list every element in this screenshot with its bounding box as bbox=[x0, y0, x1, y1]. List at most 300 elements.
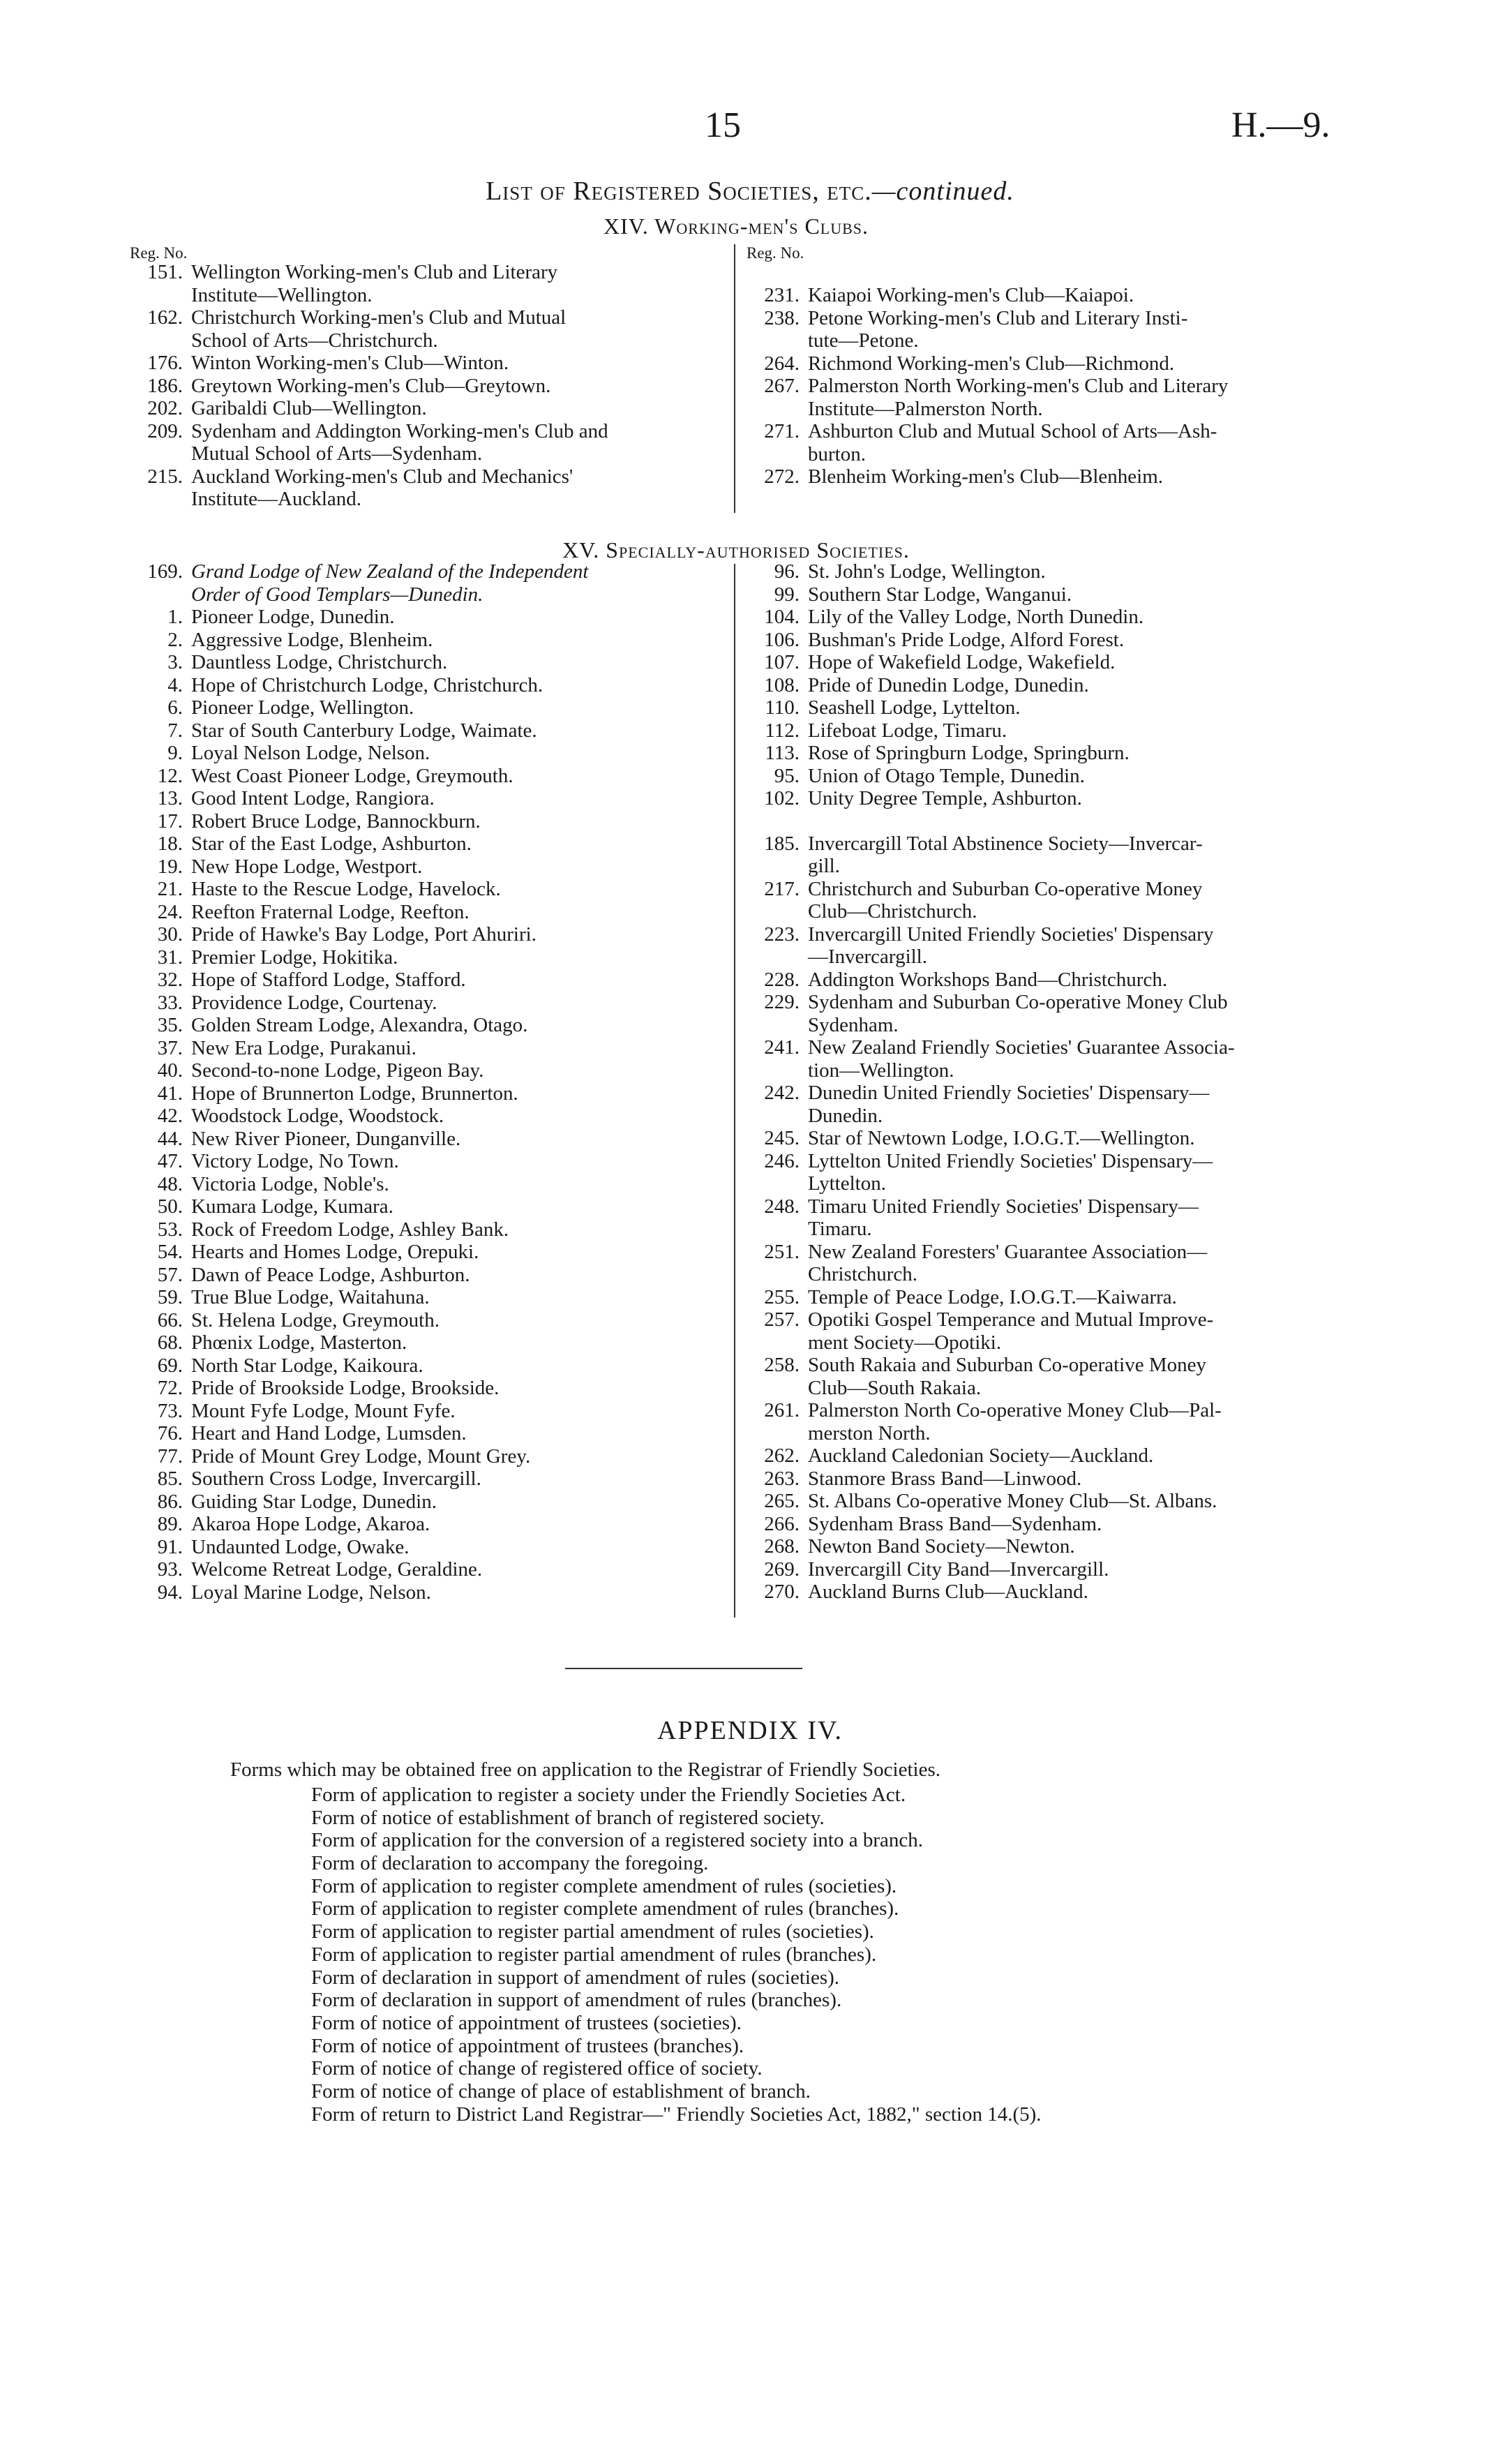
list-item bbox=[130, 856, 728, 879]
entry-text bbox=[191, 1241, 728, 1264]
entry-number: 229. bbox=[764, 991, 800, 1013]
entry-line: Kumara Lodge, Kumara. bbox=[191, 1195, 393, 1218]
entry-text bbox=[808, 1241, 1347, 1286]
entry-line: Loyal Marine Lodge, Nelson. bbox=[191, 1581, 431, 1604]
list-item bbox=[747, 1241, 1347, 1286]
entry-continuation: Mutual School of Arts—Sydenham. bbox=[191, 442, 483, 465]
list-item bbox=[130, 1513, 728, 1536]
entry-line: Unity Degree Temple, Ashburton. bbox=[808, 787, 1082, 809]
entry-continuation: School of Arts—Christchurch. bbox=[191, 329, 438, 352]
entry-line: Stanmore Brass Band—Linwood. bbox=[808, 1467, 1082, 1490]
list-item bbox=[130, 946, 728, 969]
list-item bbox=[747, 1127, 1347, 1150]
entry-text bbox=[191, 560, 728, 606]
list-item bbox=[130, 1218, 728, 1241]
entry-number: 42. bbox=[157, 1105, 183, 1127]
entry-number: 113. bbox=[765, 742, 800, 764]
entry-line: Pride of Hawke's Bay Lodge, Port Ahuriri. bbox=[191, 923, 537, 946]
entry-text bbox=[808, 674, 1347, 697]
entry-text bbox=[191, 261, 728, 306]
entry-text bbox=[808, 1308, 1347, 1354]
entry-number: 241. bbox=[764, 1036, 800, 1059]
entry-line: Hope of Wakefield Lodge, Wakefield. bbox=[808, 651, 1116, 673]
entry-text bbox=[191, 1491, 728, 1514]
entry-continuation: burton. bbox=[808, 442, 866, 465]
list-item bbox=[130, 606, 728, 629]
entry-number: 263. bbox=[764, 1467, 800, 1490]
list-item bbox=[747, 1036, 1347, 1082]
entry-text bbox=[191, 352, 728, 375]
entry-text bbox=[191, 420, 728, 465]
entry-continuation: Order of Good Templars—Dunedin. bbox=[191, 583, 483, 606]
list-item bbox=[130, 1445, 728, 1468]
entry-continuation: Institute—Auckland. bbox=[191, 488, 362, 510]
entry-number: 37. bbox=[157, 1036, 183, 1059]
entry-line: Guiding Star Lodge, Dunedin. bbox=[191, 1490, 437, 1513]
entry-number: 265. bbox=[764, 1490, 800, 1512]
list-item bbox=[747, 1308, 1347, 1354]
entry-line: St. John's Lodge, Wellington. bbox=[808, 560, 1046, 583]
entry-text bbox=[808, 1354, 1347, 1399]
entry-number: 108. bbox=[764, 673, 800, 696]
entry-number: 217. bbox=[764, 877, 800, 900]
entry-continuation: Sydenham. bbox=[808, 1013, 899, 1036]
list-item bbox=[130, 1037, 728, 1060]
entry-text bbox=[191, 1264, 728, 1287]
list-item bbox=[747, 1354, 1347, 1399]
list-item bbox=[747, 1535, 1347, 1558]
entry-text bbox=[191, 1128, 728, 1151]
entry-number: 238. bbox=[764, 306, 800, 329]
entry-number: 268. bbox=[764, 1535, 800, 1558]
entry-text bbox=[808, 560, 1347, 583]
entry-line: Rose of Springburn Lodge, Springburn. bbox=[808, 742, 1130, 764]
form-item: Form of return to District Land Registrar—" Friendly Societies Act, 1882," section 14.(5). bbox=[311, 2103, 1042, 2126]
entry-text bbox=[808, 1286, 1347, 1309]
list-item bbox=[130, 1400, 728, 1423]
entry-number: 267. bbox=[764, 375, 800, 397]
list-item bbox=[130, 1331, 728, 1354]
entry-line: Ashburton Club and Mutual School of Arts—Ash- bbox=[808, 420, 1217, 442]
entry-number: 94. bbox=[157, 1581, 183, 1604]
entry-number: 1. bbox=[167, 606, 183, 628]
entry-text bbox=[191, 606, 728, 629]
entry-text bbox=[191, 629, 728, 652]
entry-number: 32. bbox=[157, 969, 183, 991]
entry-line: True Blue Lodge, Waitahuna. bbox=[191, 1286, 430, 1308]
entry-number: 228. bbox=[764, 968, 800, 991]
entry-line: Auckland Working-men's Club and Mechanics' bbox=[191, 465, 573, 488]
section-15-left-column bbox=[130, 560, 728, 1604]
form-item: Form of notice of appointment of trustees (branches). bbox=[311, 2034, 744, 2057]
form-item: Form of declaration to accompany the foregoing. bbox=[311, 1852, 709, 1875]
entry-line: Reefton Fraternal Lodge, Reefton. bbox=[191, 900, 470, 923]
list-item bbox=[130, 765, 728, 788]
entry-number: 2. bbox=[167, 628, 183, 651]
form-item: Form of notice of change of registered office of society. bbox=[311, 2057, 763, 2080]
entry-number: 102. bbox=[764, 787, 800, 809]
entry-line: New Zealand Foresters' Guarantee Association— bbox=[808, 1240, 1208, 1263]
entry-number: 50. bbox=[157, 1195, 183, 1218]
entry-line: Southern Cross Lodge, Invercargill. bbox=[191, 1468, 481, 1490]
entry-text bbox=[191, 1354, 728, 1377]
entry-text bbox=[191, 969, 728, 992]
entry-text bbox=[191, 1037, 728, 1060]
page-number: 15 bbox=[705, 105, 741, 145]
entry-number: 68. bbox=[157, 1331, 183, 1354]
entry-line: Aggressive Lodge, Blenheim. bbox=[191, 628, 433, 651]
entry-text bbox=[808, 742, 1347, 765]
entry-number: 66. bbox=[157, 1308, 183, 1331]
entry-text bbox=[808, 651, 1347, 674]
list-item bbox=[747, 1513, 1347, 1536]
entry-text bbox=[191, 1331, 728, 1354]
entry-number: 33. bbox=[157, 991, 183, 1014]
list-item bbox=[130, 1195, 728, 1218]
entry-number: 107. bbox=[764, 651, 800, 673]
entry-number: 69. bbox=[157, 1354, 183, 1377]
entry-line: Phœnix Lodge, Masterton. bbox=[191, 1331, 407, 1354]
entry-number: 176. bbox=[147, 352, 183, 374]
entry-number: 257. bbox=[764, 1308, 800, 1331]
list-item bbox=[130, 696, 728, 719]
entry-number: 110. bbox=[765, 696, 800, 719]
list-item bbox=[130, 1354, 728, 1377]
entry-text bbox=[191, 1422, 728, 1445]
list-item bbox=[747, 1444, 1347, 1468]
entry-number: 242. bbox=[764, 1082, 800, 1104]
entry-line: North Star Lodge, Kaikoura. bbox=[191, 1354, 423, 1377]
entry-text bbox=[191, 787, 728, 810]
entry-number: 186. bbox=[147, 374, 183, 397]
entry-line: Lily of the Valley Lodge, North Dunedin. bbox=[808, 606, 1144, 628]
entry-number: 76. bbox=[157, 1422, 183, 1444]
entry-text bbox=[191, 719, 728, 742]
entry-continuation: tute—Petone. bbox=[808, 329, 919, 352]
entry-line: Victory Lodge, No Town. bbox=[191, 1150, 399, 1172]
list-item bbox=[130, 651, 728, 674]
entry-number: 255. bbox=[764, 1285, 800, 1308]
entry-line: Invercargill United Friendly Societies' Dispensary bbox=[808, 923, 1214, 946]
entry-text bbox=[808, 1513, 1347, 1536]
entry-text bbox=[191, 742, 728, 765]
entry-number: 72. bbox=[157, 1377, 183, 1399]
entry-line: Temple of Peace Lodge, I.O.G.T.—Kaiwarra. bbox=[808, 1285, 1177, 1308]
entry-text bbox=[191, 674, 728, 697]
entry-line: Blenheim Working-men's Club—Blenheim. bbox=[808, 465, 1164, 488]
entry-number: 272. bbox=[764, 465, 800, 488]
entry-number: 89. bbox=[157, 1513, 183, 1535]
entry-text bbox=[808, 352, 1347, 375]
entry-number: 202. bbox=[147, 397, 183, 419]
entry-line: Hearts and Homes Lodge, Orepuki. bbox=[191, 1241, 479, 1263]
entry-number: 185. bbox=[764, 832, 800, 855]
entry-text bbox=[808, 1036, 1347, 1082]
entry-text bbox=[808, 583, 1347, 606]
list-item bbox=[747, 969, 1347, 992]
list-item bbox=[130, 261, 728, 306]
entry-number: 258. bbox=[764, 1354, 800, 1376]
entry-line: Good Intent Lodge, Rangiora. bbox=[191, 787, 435, 809]
section-14-right-column bbox=[747, 284, 1347, 488]
form-item: Form of application to register complete amendment of rules (branches). bbox=[311, 1897, 899, 1920]
form-item: Form of declaration in support of amendment of rules (societies). bbox=[311, 1966, 840, 1989]
entry-line: Victoria Lodge, Noble's. bbox=[191, 1172, 389, 1195]
entry-number: 266. bbox=[764, 1512, 800, 1535]
entry-text bbox=[191, 696, 728, 719]
entry-line: Second-to-none Lodge, Pigeon Bay. bbox=[191, 1059, 484, 1082]
list-item bbox=[130, 1014, 728, 1037]
entry-line: Kaiapoi Working-men's Club—Kaiapoi. bbox=[808, 284, 1134, 306]
reg-no-label-right: Reg. No. bbox=[747, 244, 804, 262]
entry-number: 59. bbox=[157, 1286, 183, 1308]
list-item bbox=[130, 306, 728, 352]
entry-text bbox=[191, 1445, 728, 1468]
list-item bbox=[747, 742, 1347, 765]
entry-text bbox=[808, 606, 1347, 629]
entry-text bbox=[191, 651, 728, 674]
list-item bbox=[130, 1581, 728, 1604]
list-item bbox=[747, 878, 1347, 923]
entry-line: Dawn of Peace Lodge, Ashburton. bbox=[191, 1263, 470, 1286]
list-item bbox=[747, 583, 1347, 606]
appendix-title: APPENDIX IV. bbox=[657, 1716, 843, 1745]
entry-number: 264. bbox=[764, 352, 800, 375]
list-item bbox=[130, 1059, 728, 1082]
entry-continuation: Dunedin. bbox=[808, 1104, 883, 1127]
entry-text bbox=[191, 1218, 728, 1241]
entry-line: Christchurch Working-men's Club and Mutual bbox=[191, 306, 567, 329]
entry-text bbox=[808, 284, 1347, 307]
entry-number: 21. bbox=[157, 878, 183, 900]
entry-number: 246. bbox=[764, 1149, 800, 1172]
entry-text bbox=[808, 420, 1347, 465]
list-item bbox=[747, 465, 1347, 488]
list-item bbox=[747, 923, 1347, 969]
entry-number: 270. bbox=[764, 1581, 800, 1603]
form-item: Form of notice of establishment of branch of registered society. bbox=[311, 1806, 825, 1829]
entry-text bbox=[808, 696, 1347, 719]
section-separator bbox=[565, 1668, 802, 1669]
entry-text bbox=[808, 1468, 1347, 1491]
entry-line: Southern Star Lodge, Wanganui. bbox=[808, 583, 1072, 606]
entry-number: 95. bbox=[774, 764, 800, 787]
list-item bbox=[747, 307, 1347, 352]
entry-line: Lyttelton United Friendly Societies' Dispensary— bbox=[808, 1149, 1213, 1172]
list-item bbox=[130, 1491, 728, 1514]
list-item bbox=[747, 1468, 1347, 1491]
entry-line: Richmond Working-men's Club—Richmond. bbox=[808, 352, 1175, 375]
section-14-left-column bbox=[130, 261, 728, 511]
entry-line: Pride of Dunedin Lodge, Dunedin. bbox=[808, 673, 1089, 696]
entry-line: New Era Lodge, Purakanui. bbox=[191, 1036, 417, 1059]
entry-number: 106. bbox=[764, 628, 800, 651]
entry-text bbox=[191, 1195, 728, 1218]
entry-line: New River Pioneer, Dunganville. bbox=[191, 1127, 461, 1150]
entry-line: Petone Working-men's Club and Literary Insti- bbox=[808, 306, 1188, 329]
entry-text bbox=[808, 719, 1347, 742]
entry-text bbox=[191, 810, 728, 833]
list-item bbox=[130, 1241, 728, 1264]
entry-number: 96. bbox=[774, 560, 800, 583]
entry-line: Union of Otago Temple, Dunedin. bbox=[808, 764, 1085, 787]
entry-text bbox=[191, 832, 728, 856]
list-item bbox=[747, 1286, 1347, 1309]
list-item bbox=[747, 991, 1347, 1036]
entry-text bbox=[191, 1513, 728, 1536]
entry-number: 99. bbox=[774, 583, 800, 606]
entry-line: Timaru United Friendly Societies' Dispensary— bbox=[808, 1195, 1199, 1218]
entry-number: 7. bbox=[167, 719, 183, 742]
entry-text bbox=[191, 946, 728, 969]
list-item bbox=[130, 375, 728, 398]
entry-continuation: tion—Wellington. bbox=[808, 1059, 954, 1082]
list-item bbox=[747, 284, 1347, 307]
list-item bbox=[130, 878, 728, 901]
entry-number: 85. bbox=[157, 1468, 183, 1490]
entry-text bbox=[191, 1150, 728, 1173]
form-item: Form of application to register partial amendment of rules (branches). bbox=[311, 1943, 877, 1966]
appendix-intro: Forms which may be obtained free on application to the Registrar of Friendly Societies. bbox=[230, 1759, 940, 1781]
entry-line: Christchurch and Suburban Co-operative Money bbox=[808, 877, 1203, 900]
list-item bbox=[747, 651, 1347, 674]
entry-number: 77. bbox=[157, 1444, 183, 1468]
entry-line: St. Albans Co-operative Money Club—St. Albans. bbox=[808, 1490, 1217, 1512]
entry-line: New Hope Lodge, Westport. bbox=[191, 855, 423, 878]
form-item: Form of application to register partial amendment of rules (societies). bbox=[311, 1920, 874, 1943]
list-item bbox=[747, 719, 1347, 742]
entry-text bbox=[808, 787, 1347, 810]
list-item bbox=[130, 719, 728, 742]
entry-continuation: Club—South Rakaia. bbox=[808, 1376, 982, 1399]
entry-number: 261. bbox=[764, 1399, 800, 1421]
entry-text bbox=[808, 1150, 1347, 1195]
entry-text bbox=[191, 1014, 728, 1037]
list-item bbox=[747, 1082, 1347, 1127]
entry-line: Invercargill Total Abstinence Society—Invercar- bbox=[808, 832, 1203, 855]
entry-line: Addington Workshops Band—Christchurch. bbox=[808, 968, 1168, 991]
entry-number: 73. bbox=[157, 1399, 183, 1422]
list-item bbox=[130, 1377, 728, 1400]
entry-text bbox=[808, 375, 1347, 420]
list-item bbox=[130, 992, 728, 1015]
spacer bbox=[747, 810, 1347, 832]
entry-number: 93. bbox=[157, 1558, 183, 1581]
list-item bbox=[130, 810, 728, 833]
entry-line: Woodstock Lodge, Woodstock. bbox=[191, 1105, 444, 1127]
list-item bbox=[747, 765, 1347, 788]
list-item bbox=[130, 923, 728, 946]
entry-line: Pride of Mount Grey Lodge, Mount Grey. bbox=[191, 1444, 531, 1468]
entry-continuation: —Invercargill. bbox=[808, 946, 927, 968]
entry-continuation: Lyttelton. bbox=[808, 1172, 886, 1195]
list-item bbox=[130, 629, 728, 652]
entry-number: 151. bbox=[147, 261, 183, 283]
entry-line: Pioneer Lodge, Dunedin. bbox=[191, 606, 395, 628]
entry-line: Hope of Brunnerton Lodge, Brunnerton. bbox=[191, 1082, 518, 1105]
entry-text bbox=[191, 1309, 728, 1332]
entry-line: Greytown Working-men's Club—Greytown. bbox=[191, 374, 551, 397]
entry-continuation: Institute—Wellington. bbox=[191, 283, 373, 306]
list-item bbox=[130, 901, 728, 924]
entry-line: Sydenham and Addington Working-men's Club and bbox=[191, 419, 608, 442]
entry-text bbox=[808, 1490, 1347, 1513]
entry-number: 35. bbox=[157, 1014, 183, 1036]
reg-no-label-left: Reg. No. bbox=[130, 244, 188, 262]
entry-text bbox=[191, 1059, 728, 1082]
entry-number: 24. bbox=[157, 900, 183, 923]
entry-number: 269. bbox=[764, 1558, 800, 1581]
entry-line: Loyal Nelson Lodge, Nelson. bbox=[191, 742, 430, 764]
entry-number: 162. bbox=[147, 306, 183, 329]
list-item bbox=[130, 674, 728, 697]
column-divider-15 bbox=[734, 564, 735, 1618]
entry-line: Auckland Burns Club—Auckland. bbox=[808, 1581, 1088, 1603]
list-item bbox=[747, 352, 1347, 375]
entry-continuation: ment Society—Opotiki. bbox=[808, 1331, 1002, 1354]
entry-number: 6. bbox=[167, 696, 183, 719]
entry-line: Rock of Freedom Lodge, Ashley Bank. bbox=[191, 1218, 509, 1241]
entry-number: 251. bbox=[764, 1240, 800, 1263]
entry-line: Robert Bruce Lodge, Bannockburn. bbox=[191, 809, 481, 832]
list-item bbox=[747, 1490, 1347, 1513]
entry-text bbox=[808, 1399, 1347, 1444]
entry-text bbox=[191, 1581, 728, 1604]
entry-line: Lifeboat Lodge, Timaru. bbox=[808, 719, 1007, 742]
list-item bbox=[130, 969, 728, 992]
entry-number: 47. bbox=[157, 1150, 183, 1172]
list-item bbox=[130, 1468, 728, 1491]
entry-text bbox=[808, 878, 1347, 923]
entry-text bbox=[808, 832, 1347, 878]
entry-line: Heart and Hand Lodge, Lumsden. bbox=[191, 1422, 467, 1444]
entry-number: 9. bbox=[167, 742, 183, 764]
entry-text bbox=[808, 1535, 1347, 1558]
entry-text bbox=[191, 1558, 728, 1581]
list-item bbox=[130, 1264, 728, 1287]
entry-text bbox=[808, 991, 1347, 1036]
entry-line: Star of Newtown Lodge, I.O.G.T.—Wellington. bbox=[808, 1127, 1195, 1149]
entry-number: 245. bbox=[764, 1127, 800, 1149]
entry-line: Haste to the Rescue Lodge, Havelock. bbox=[191, 878, 501, 900]
entry-number: 248. bbox=[764, 1195, 800, 1218]
entry-text bbox=[808, 969, 1347, 992]
list-item bbox=[130, 1150, 728, 1173]
entry-number: 41. bbox=[157, 1082, 183, 1105]
entry-line: Wellington Working-men's Club and Literary bbox=[191, 261, 558, 283]
entry-line: Palmerston North Co-operative Money Club—Pal- bbox=[808, 1399, 1222, 1421]
entry-continuation: gill. bbox=[808, 855, 840, 877]
list-item bbox=[747, 1581, 1347, 1604]
entry-number: 17. bbox=[157, 809, 183, 832]
entry-text bbox=[808, 465, 1347, 488]
entry-continuation: Institute—Palmerston North. bbox=[808, 397, 1043, 420]
entry-line: Golden Stream Lodge, Alexandra, Otago. bbox=[191, 1014, 528, 1036]
list-item bbox=[747, 832, 1347, 878]
list-item bbox=[130, 742, 728, 765]
entry-number: 44. bbox=[157, 1127, 183, 1150]
list-item bbox=[130, 420, 728, 465]
entry-line: Winton Working-men's Club—Winton. bbox=[191, 352, 509, 374]
entry-number: 86. bbox=[157, 1490, 183, 1513]
entry-text bbox=[191, 1536, 728, 1559]
form-item: Form of notice of change of place of establishment of branch. bbox=[311, 2080, 811, 2103]
entry-number: 112. bbox=[765, 719, 800, 742]
list-item bbox=[747, 1195, 1347, 1241]
entry-line: Hope of Christchurch Lodge, Christchurch. bbox=[191, 673, 543, 696]
form-item: Form of application to register complete amendment of rules (societies). bbox=[311, 1874, 897, 1897]
entry-number: 262. bbox=[764, 1444, 800, 1467]
